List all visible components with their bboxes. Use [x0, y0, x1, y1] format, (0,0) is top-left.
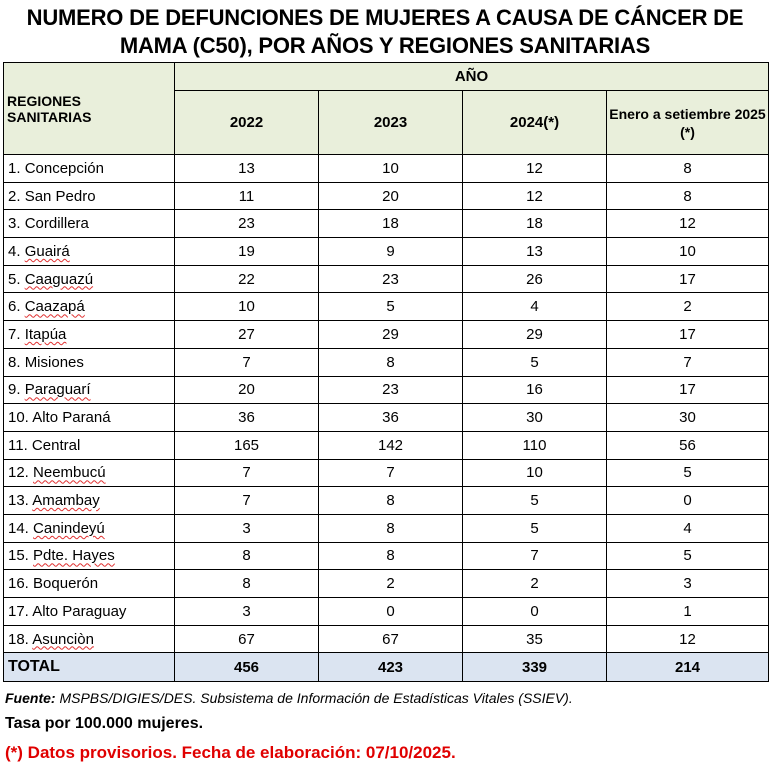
table-row	[4, 570, 769, 598]
value-cell: 36	[175, 404, 319, 432]
table-row	[4, 542, 769, 570]
region-name: Guairá	[24, 242, 70, 260]
value-cell: 5	[607, 542, 769, 570]
total-value-cell: 339	[463, 653, 607, 682]
region-name: Pdte. Hayes	[33, 547, 115, 565]
region-name: Concepción	[24, 159, 104, 177]
header-year-2024: 2024(*)	[463, 91, 607, 155]
value-cell: 11	[175, 182, 319, 210]
table-row	[4, 404, 769, 432]
value-cell: 8	[319, 542, 463, 570]
value-cell: 7	[319, 459, 463, 487]
value-cell: 142	[319, 431, 463, 459]
source-label: Fuente:	[5, 690, 56, 706]
value-cell: 9	[319, 238, 463, 266]
value-cell: 30	[463, 404, 607, 432]
region-name: Canindeyú	[33, 519, 105, 537]
region-name: Amambay	[32, 492, 100, 510]
region-number: 10.	[8, 409, 29, 427]
region-number: 18.	[8, 630, 29, 648]
region-number: 4.	[8, 242, 21, 260]
region-number: 13.	[8, 492, 29, 510]
value-cell: 12	[463, 155, 607, 183]
region-name-cell	[4, 321, 175, 349]
value-cell: 8	[607, 155, 769, 183]
value-cell: 4	[607, 514, 769, 542]
value-cell: 0	[607, 487, 769, 515]
region-name-cell	[4, 542, 175, 570]
value-cell: 20	[175, 376, 319, 404]
region-name-cell	[4, 182, 175, 210]
region-name: Caazapá	[24, 298, 85, 316]
region-name-cell	[4, 210, 175, 238]
region-number: 12.	[8, 464, 29, 482]
title-line-1: NUMERO DE DEFUNCIONES DE MUJERES A CAUSA DE CÁNCER DE	[26, 5, 744, 30]
region-number: 17.	[8, 602, 29, 620]
value-cell: 22	[175, 265, 319, 293]
value-cell: 0	[319, 598, 463, 626]
value-cell: 1	[607, 598, 769, 626]
region-name-cell	[4, 431, 175, 459]
region-name-cell	[4, 625, 175, 653]
header-regions: REGIONES SANITARIAS	[4, 63, 175, 155]
value-cell: 2	[607, 293, 769, 321]
table-row	[4, 487, 769, 515]
table-row	[4, 376, 769, 404]
table-title	[0, 0, 770, 62]
region-number: 2.	[8, 187, 21, 205]
value-cell: 20	[319, 182, 463, 210]
value-cell: 13	[175, 155, 319, 183]
region-number: 9.	[8, 381, 21, 399]
value-cell: 12	[463, 182, 607, 210]
value-cell: 18	[463, 210, 607, 238]
value-cell: 7	[175, 459, 319, 487]
region-number: 5.	[8, 270, 21, 288]
region-name: Caaguazú	[24, 270, 94, 288]
value-cell: 10	[319, 155, 463, 183]
value-cell: 3	[175, 598, 319, 626]
value-cell: 10	[607, 238, 769, 266]
value-cell: 26	[463, 265, 607, 293]
region-name-cell	[4, 598, 175, 626]
region-name-cell	[4, 238, 175, 266]
region-number: 7.	[8, 325, 21, 343]
region-name-cell	[4, 155, 175, 183]
total-value-cell: 214	[607, 653, 769, 682]
value-cell: 165	[175, 431, 319, 459]
value-cell: 56	[607, 431, 769, 459]
value-cell: 5	[319, 293, 463, 321]
value-cell: 0	[463, 598, 607, 626]
table-row	[4, 265, 769, 293]
value-cell: 5	[463, 514, 607, 542]
value-cell: 8	[175, 570, 319, 598]
total-row	[4, 653, 769, 682]
value-cell: 27	[175, 321, 319, 349]
region-number: 15.	[8, 547, 29, 565]
region-name-cell	[4, 570, 175, 598]
value-cell: 17	[607, 376, 769, 404]
value-cell: 5	[463, 487, 607, 515]
region-name: Boquerón	[33, 575, 99, 593]
title-line-2: MAMA (C50), POR AÑOS Y REGIONES SANITARIAS	[119, 33, 651, 58]
value-cell: 110	[463, 431, 607, 459]
table-row	[4, 598, 769, 626]
value-cell: 23	[319, 376, 463, 404]
table-body	[4, 155, 769, 682]
region-name: Central	[31, 436, 81, 454]
value-cell: 8	[607, 182, 769, 210]
region-number: 16.	[8, 575, 29, 593]
region-name-cell	[4, 514, 175, 542]
region-name-cell	[4, 459, 175, 487]
region-number: 3.	[8, 215, 21, 233]
value-cell: 4	[463, 293, 607, 321]
value-cell: 2	[463, 570, 607, 598]
region-name-cell	[4, 293, 175, 321]
total-value-cell: 456	[175, 653, 319, 682]
table-row	[4, 182, 769, 210]
table-row	[4, 625, 769, 653]
region-name: Alto Paraná	[32, 409, 111, 427]
value-cell: 8	[319, 348, 463, 376]
value-cell: 7	[175, 487, 319, 515]
region-name: San Pedro	[24, 187, 96, 205]
value-cell: 19	[175, 238, 319, 266]
table-row	[4, 238, 769, 266]
value-cell: 17	[607, 265, 769, 293]
value-cell: 23	[175, 210, 319, 238]
region-number: 8.	[8, 353, 21, 371]
region-number: 14.	[8, 519, 29, 537]
region-name-cell	[4, 404, 175, 432]
value-cell: 67	[175, 625, 319, 653]
table-row	[4, 514, 769, 542]
value-cell: 10	[175, 293, 319, 321]
value-cell: 2	[319, 570, 463, 598]
value-cell: 8	[319, 514, 463, 542]
region-number: 1.	[8, 159, 21, 177]
value-cell: 7	[463, 542, 607, 570]
region-name: Misiones	[24, 353, 84, 371]
value-cell: 18	[319, 210, 463, 238]
region-name: Itapúa	[24, 325, 67, 343]
value-cell: 7	[607, 348, 769, 376]
value-cell: 30	[607, 404, 769, 432]
table-row	[4, 321, 769, 349]
value-cell: 23	[319, 265, 463, 293]
value-cell: 8	[319, 487, 463, 515]
region-number: 11.	[8, 436, 28, 454]
value-cell: 17	[607, 321, 769, 349]
value-cell: 8	[175, 542, 319, 570]
value-cell: 10	[463, 459, 607, 487]
rate-note: Tasa por 100.000 mujeres.	[5, 715, 204, 732]
region-name: Cordillera	[24, 215, 89, 233]
table-row	[4, 431, 769, 459]
value-cell: 12	[607, 625, 769, 653]
value-cell: 3	[175, 514, 319, 542]
value-cell: 12	[607, 210, 769, 238]
table-row	[4, 293, 769, 321]
region-name: Alto Paraguay	[32, 602, 127, 620]
region-name-cell	[4, 487, 175, 515]
value-cell: 29	[319, 321, 463, 349]
value-cell: 7	[175, 348, 319, 376]
header-year-2022: 2022	[175, 91, 319, 155]
header-year-2023: 2023	[319, 91, 463, 155]
region-name-cell	[4, 265, 175, 293]
region-name: Neembucú	[33, 464, 106, 482]
source-note	[5, 686, 765, 710]
region-number: 6.	[8, 298, 21, 316]
provisional-note: (*) Datos provisorios. Fecha de elaboración: 07/10/2025.	[5, 743, 456, 762]
region-name: Paraguarí	[24, 381, 91, 399]
total-label: TOTAL	[4, 653, 175, 682]
table-row	[4, 348, 769, 376]
value-cell: 36	[319, 404, 463, 432]
total-value-cell: 423	[319, 653, 463, 682]
region-name: Asunciòn	[32, 630, 94, 648]
table-row	[4, 459, 769, 487]
region-name-cell	[4, 376, 175, 404]
table-row	[4, 210, 769, 238]
region-name-cell	[4, 348, 175, 376]
header-year-2025: Enero a setiembre 2025 (*)	[607, 91, 769, 155]
header-year-group: AÑO	[175, 63, 769, 91]
value-cell: 5	[607, 459, 769, 487]
table-notes	[5, 686, 765, 768]
value-cell: 67	[319, 625, 463, 653]
value-cell: 16	[463, 376, 607, 404]
source-text: MSPBS/DIGIES/DES. Subsistema de Información de Estadísticas Vitales (SSIEV).	[59, 690, 573, 706]
value-cell: 29	[463, 321, 607, 349]
value-cell: 3	[607, 570, 769, 598]
table-row	[4, 155, 769, 183]
deaths-table	[3, 62, 769, 682]
value-cell: 35	[463, 625, 607, 653]
value-cell: 5	[463, 348, 607, 376]
value-cell: 13	[463, 238, 607, 266]
